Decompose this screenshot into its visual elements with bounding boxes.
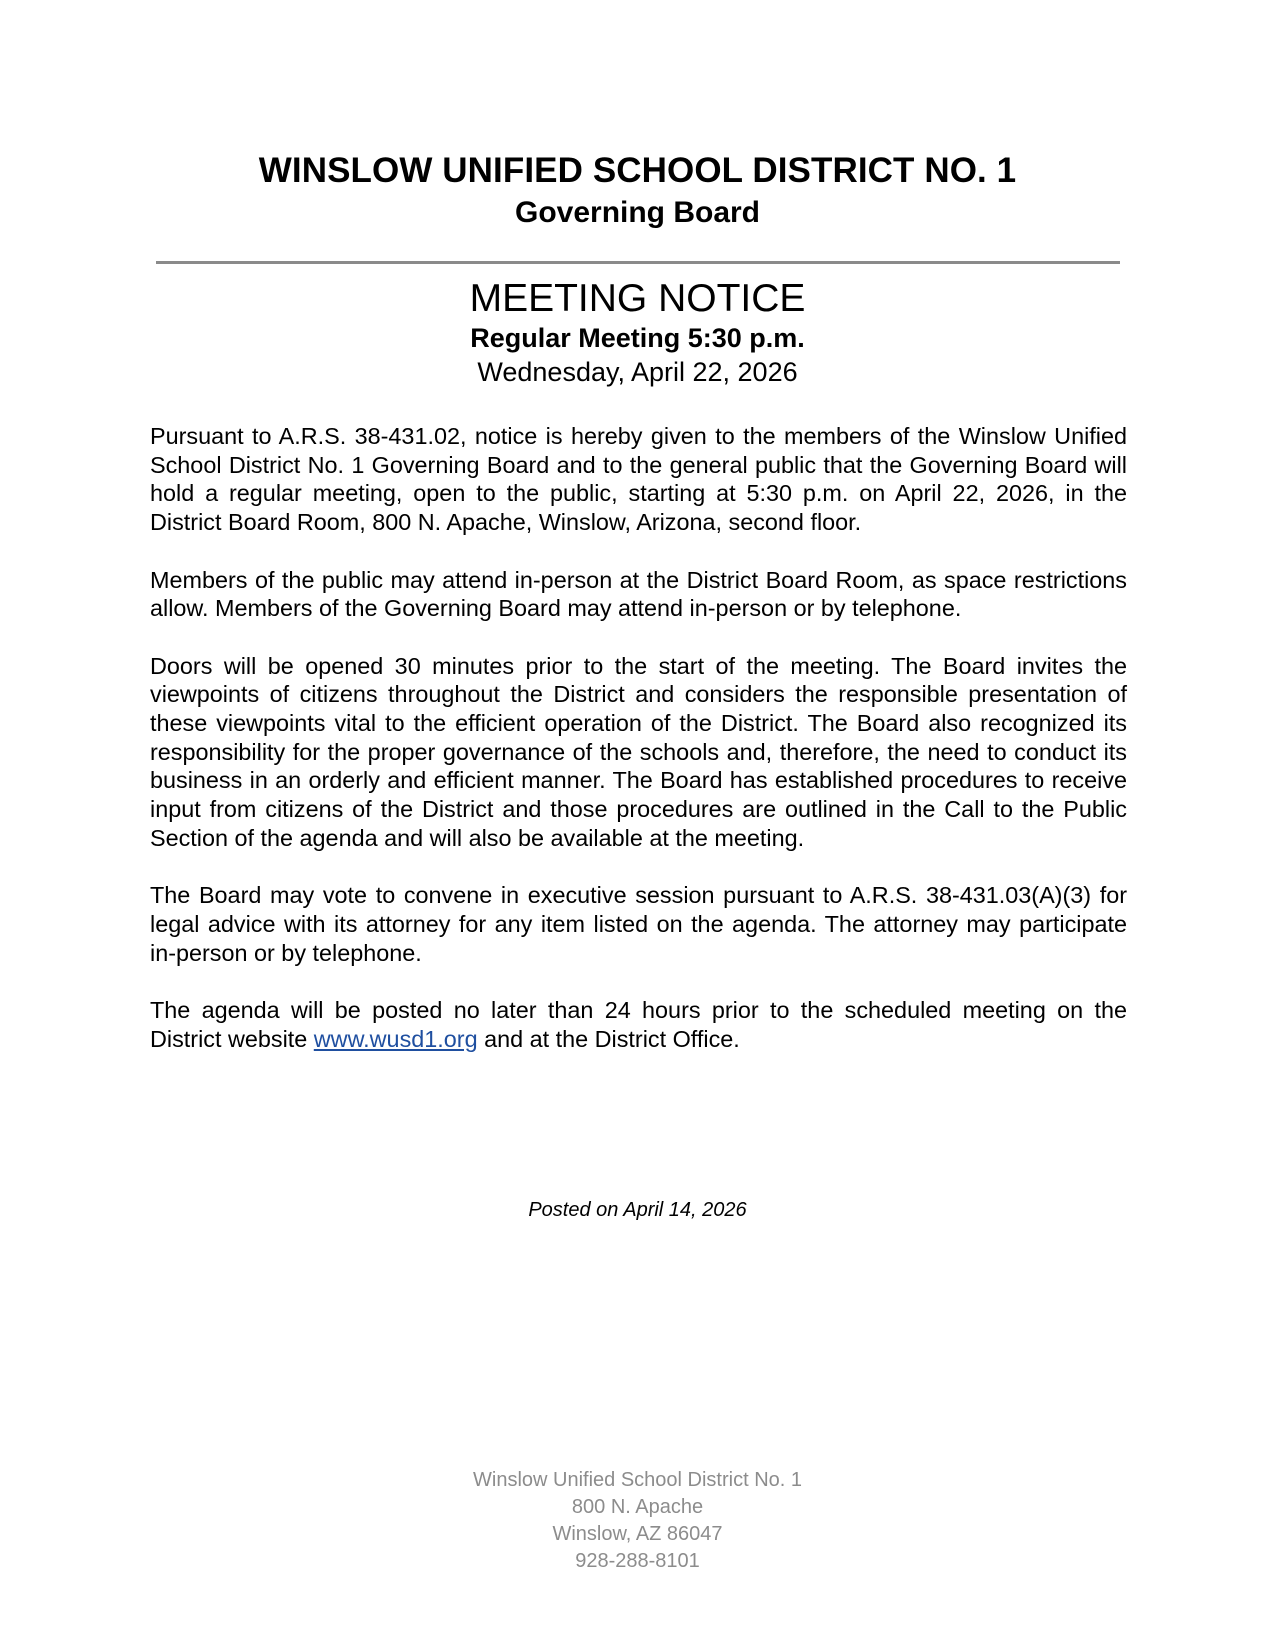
footer-phone: 928-288-8101: [575, 1550, 700, 1572]
paragraph-legal-notice: Pursuant to A.R.S. 38-431.02, notice is hereby given to the members of the Winslow Unified School District No. 1 Governing Board and to the general public that the Governing Board will hold a regular meeting, open to the public, starting at 5:30 p.m. on April 22, 2026, in the District Board Room, 800 N. Apache, Winslow, Arizona, second floor.: [150, 423, 1127, 536]
notice-body: [150, 422, 1127, 1082]
paragraph-executive-session: The Board may vote to convene in executive session pursuant to A.R.S. 38-431.03(A)(3) for legal advice with its attorney for any item listed on the agenda. The attorney may participate in-person or by telephone.: [150, 882, 1127, 966]
meeting-date: Wednesday, April 22, 2026: [477, 357, 798, 387]
agenda-text-before-link: The agenda will be posted no later than 24 hours prior to the scheduled meeting on the District website: [150, 997, 1127, 1052]
district-title: WINSLOW UNIFIED SCHOOL DISTRICT NO. 1: [258, 151, 1017, 190]
paragraph-citizen-input: Doors will be opened 30 minutes prior to the start of the meeting. The Board invites the viewpoints of citizens throughout the District and considers the responsible presentation of these viewpoints vital to the efficient operation of the District. The Board also recognized its responsibility for the proper governance of the schools and, therefore, the need to conduct its business in an orderly and efficient manner. The Board has established procedures to receive input from citizens of the District and those procedures are outlined in the Call to the Public Section of the agenda and will also be available at the meeting.: [150, 652, 1127, 851]
paragraph-public-attendance: Members of the public may attend in-person at the District Board Room, as space restrictions allow. Members of the Governing Board may attend in-person or by telephone.: [150, 566, 1127, 622]
posted-date: Posted on April 14, 2026: [528, 1199, 747, 1221]
agenda-text-after-link: and at the District Office.: [477, 1025, 740, 1052]
footer-org-name: Winslow Unified School District No. 1: [473, 1469, 802, 1491]
footer-street: 800 N. Apache: [571, 1496, 704, 1518]
district-website-link[interactable]: www.wusd1.org: [313, 1025, 478, 1052]
board-subtitle: Governing Board: [514, 196, 761, 229]
footer-address: [0, 1467, 1275, 1575]
footer-city-state-zip: Winslow, AZ 86047: [552, 1523, 723, 1545]
meeting-type: Regular Meeting 5:30 p.m.: [470, 323, 805, 353]
header-divider: [156, 261, 1120, 264]
paragraph-agenda-posting: [150, 996, 1127, 1053]
notice-title: MEETING NOTICE: [469, 277, 806, 320]
